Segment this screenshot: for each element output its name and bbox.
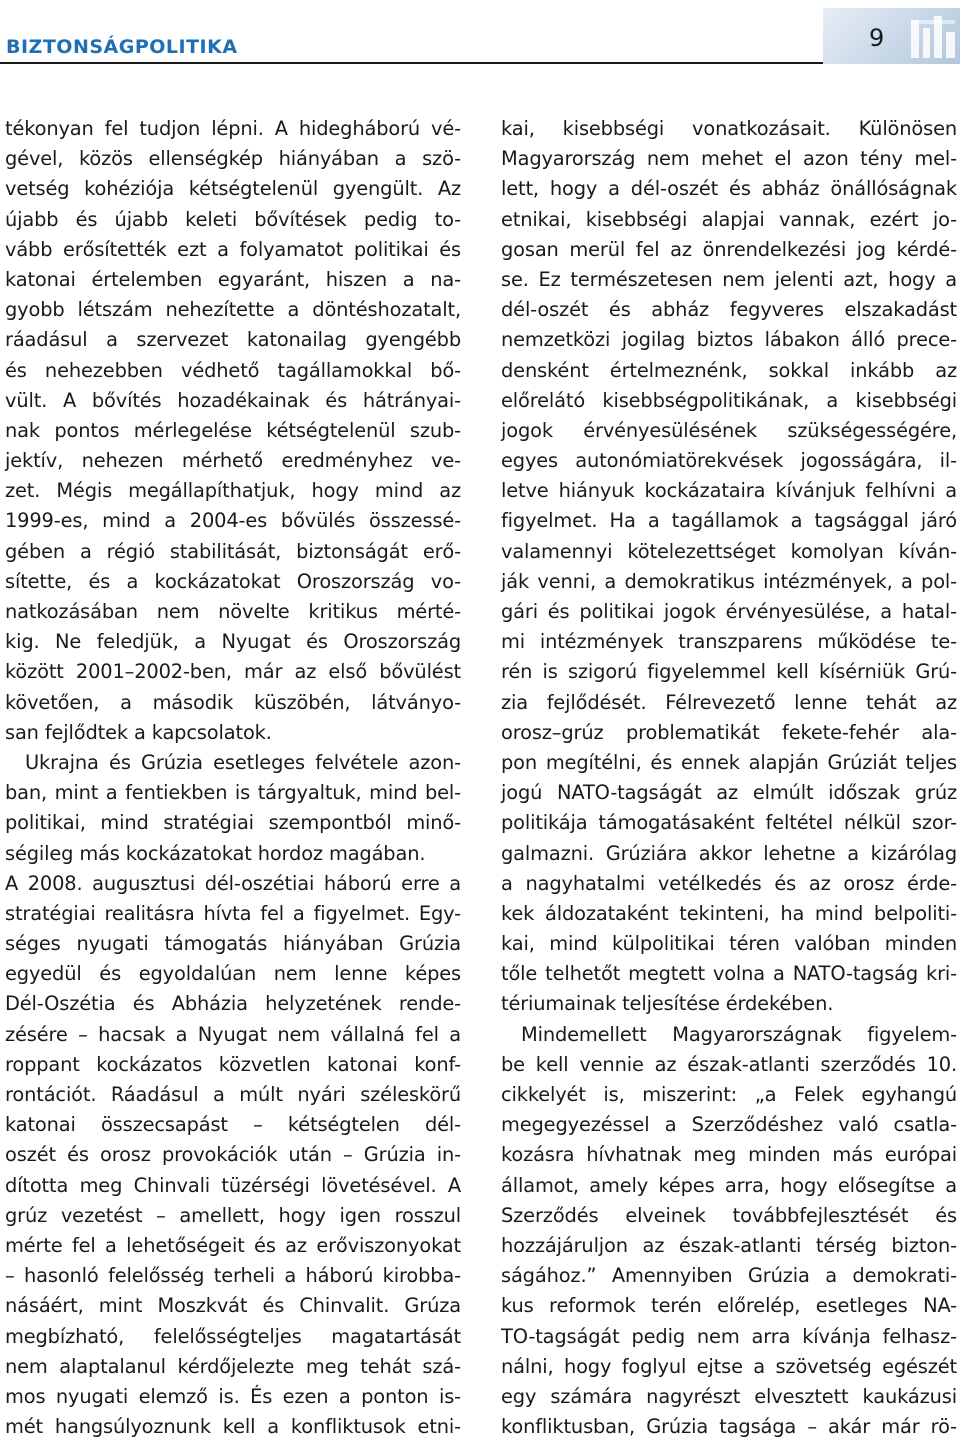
text-line: 1999-es, mind a 2004-es bővülés összessé- [5, 509, 461, 533]
text-line: figyelmet. Ha a tagállamok a tagsággal járó [501, 509, 957, 533]
text-line: jektív, nehezen mérhető eredményhez ve- [5, 449, 461, 473]
text-line: zésére – hacsak a Nyugat nem vállalná fel a [5, 1022, 461, 1046]
text-line: nem alaptalanul kérdőjelezte meg tehát szá- [5, 1354, 461, 1378]
text-line: ságához.” Amennyiben Grúzia a demokrati- [501, 1264, 957, 1288]
text-line: nálni, hogy foglyul ejtse a szövetség egészét [501, 1354, 957, 1378]
text-line: tékonyan fel tudjon lépni. A hidegháború vé- [5, 117, 461, 140]
text-line: kig. Ne feledjük, a Nyugat és Oroszország [5, 630, 461, 654]
text-line: egy számára nagyrészt elvesztett kaukázusi [501, 1384, 957, 1408]
text-line: zia fejlődését. Félrevezető lenne tehát az [501, 690, 957, 714]
text-line: orosz–grúz problematikát fekete-fehér ala- [501, 720, 957, 744]
text-line: követően, a második küszöbén, látványo- [5, 690, 461, 714]
text-line: gével, közös ellenségkép hiányában a szö- [5, 147, 461, 171]
text-line: rén is szigorú figyelemmel kell kísérniük Grú- [501, 660, 957, 684]
text-line: tériumainak teljesítése érdekében. [501, 992, 834, 1016]
text-line: oszét és orosz provokációk után – Grúzia in- [5, 1143, 461, 1167]
text-column-left [5, 114, 461, 1442]
header-rule [0, 62, 823, 64]
text-line: TO-tagságát pedig nem arra kívánja felhasz- [501, 1324, 957, 1348]
text-line: mi intézmények transzparens működése te- [501, 630, 957, 654]
text-line: kus reformok terén előrelép, esetleges NA- [501, 1294, 957, 1318]
text-line: előrelátó kisebbségpolitikának, a kisebbségi [501, 388, 957, 412]
text-line: natkozásában nem növelte kritikus mérté- [5, 600, 461, 623]
text-line: zet. Mégis megállapíthatjuk, hogy mind az [5, 479, 461, 503]
text-line: kai, kisebbségi vonatkozásait. Különösen [501, 117, 957, 140]
text-line: násáért, mint Moszkvát és Chinvalit. Grúza [5, 1294, 461, 1318]
text-line: pon megítélni, és ennek alapján Grúziát teljes [501, 750, 957, 774]
text-line: dél-oszét és abház fegyveres elszakadást [501, 298, 957, 322]
text-line: megegyezéssel a Szerződéshez való csatla- [501, 1113, 957, 1137]
text-line: grúz vezetést – amellett, hogy igen rosszul [5, 1203, 461, 1227]
text-line: mos nyugati elemző is. És ezen a ponton is- [5, 1384, 461, 1408]
text-line: ják venni, a demokratikus intézmények, a pol- [501, 569, 957, 593]
text-line: sítette, és a kockázatokat Oroszország vo- [5, 569, 461, 593]
text-line: cikkelyét is, miszerint: „a Felek egyhangú [501, 1083, 957, 1106]
text-line: densként értelmeznénk, sokkal inkább az [501, 358, 957, 382]
text-line: valamennyi kötelezettséget komolyan kíván- [501, 539, 957, 563]
section-title: BIZTONSÁGPOLITIKA [6, 36, 238, 58]
text-line: katonai összecsapást – kétségtelen dél- [5, 1113, 461, 1137]
text-line: gében a régió stabilitását, biztonságát erő- [5, 539, 461, 563]
text-line: Ukrajna és Grúzia esetleges felvétele azon- [25, 750, 461, 774]
page-number-box [823, 8, 960, 64]
text-line: konfliktusban, Grúzia tagsága – akár már rö- [501, 1415, 957, 1439]
text-line: gári és politikai jogok érvényesülése, a hatal- [501, 600, 957, 623]
text-line: vült. A bővítés hozadékainak és hátrányai- [5, 388, 461, 412]
text-line: kek áldozataként tekinteni, ha mind belpoliti- [501, 901, 957, 925]
text-line: nemzetközi jogilag biztos lábakon álló prece- [501, 328, 957, 352]
text-line: ban, mint a fentiekben is tárgyaltuk, mind bel- [5, 781, 461, 805]
text-line: stratégiai realitásra hívta fel a figyelmet. Egy- [5, 901, 461, 925]
text-line: galmazni. Grúziára akkor lehetne a kizárólag [501, 841, 957, 865]
text-line: jogok érvényesülésének szükségességére, [501, 418, 957, 442]
text-line: roppant kockázatos közvetlen katonai konf- [5, 1052, 461, 1076]
text-line: Szerződés elveinek továbbfejlesztését és [501, 1203, 957, 1227]
text-line: hozzájáruljon az észak-atlanti térség bizton- [501, 1233, 957, 1257]
text-line: dította meg Chinvali tüzérségi lövetésével. A [5, 1173, 461, 1197]
text-line: megbízható, felelősségteljes magatartását [5, 1324, 461, 1348]
text-line: etnikai, kisebbségi alapjai vannak, ezért jo- [501, 207, 957, 231]
text-line: lett, hogy a dél-oszét és abház önállóságnak [501, 177, 957, 201]
text-line: egyedül és egyoldalúan nem lenne képes [5, 962, 461, 986]
text-line: Magyarország nem mehet el azon tény mel- [501, 147, 957, 171]
text-line: Dél-Oszétia és Abházia helyzetének rende- [5, 992, 461, 1016]
text-line: gosan merül fel az önrendelkezési jog kérdé- [501, 237, 957, 261]
text-line: katonai értelemben egyaránt, hiszen a na- [5, 267, 461, 291]
text-line: vetség kohéziója kétségtelenül gyengült. Az [5, 177, 461, 201]
text-line: séges nyugati támogatás hiányában Grúzia [5, 932, 461, 956]
text-line: rontációt. Ráadásul a múlt nyári széleskörű [5, 1083, 461, 1106]
page-number: 9 [869, 24, 885, 52]
text-line: be kell vennie az észak-atlanti szerződés 10. [501, 1052, 957, 1076]
text-line: és nehezebben védhető tagállamokkal bő- [5, 358, 461, 382]
text-line: ségileg más kockázatokat hordoz magában. [5, 841, 426, 865]
text-line: tőle telhetőt megtett volna a NATO-tagság kri- [501, 962, 957, 986]
text-line: letve hiányuk kockázataira kívánjuk felhívni a [501, 479, 957, 503]
text-line: gyobb létszám nehezítette a döntéshozatalt, [5, 298, 461, 322]
text-line: között 2001–2002-ben, már az első bővülést [5, 660, 461, 684]
text-line: a nagyhatalmi vetélkedés és az orosz érde- [501, 871, 957, 895]
text-line: államot, amely képes arra, hogy elősegítse a [501, 1173, 957, 1197]
text-line: vább erősítették ezt a folyamatot politikai és [5, 237, 461, 261]
text-line: A 2008. augusztusi dél-oszétiai háború erre a [5, 871, 461, 895]
text-line: kai, mind külpolitikai téren valóban minden [501, 932, 957, 956]
page-header [0, 0, 960, 70]
text-line: politikai, mind stratégiai szempontból minő- [5, 811, 461, 835]
text-line: ráadásul a szervezet katonailag gyengébb [5, 328, 461, 352]
text-line: – hasonló felelősség terheli a háború kirobba- [5, 1264, 461, 1288]
text-line: se. Ez természetesen nem jelenti azt, hogy a [501, 267, 957, 291]
text-line: egyes autonómiatörekvések jogosságára, il- [501, 449, 957, 473]
text-line: mérte fel a lehetőségeit és az erőviszonyokat [5, 1233, 461, 1257]
text-line: politikája támogatásaként feltétel nélkül szor- [501, 811, 957, 835]
journal-logo-icon [909, 14, 959, 64]
text-column-right [501, 114, 957, 1442]
text-line: san fejlődtek a kapcsolatok. [5, 720, 272, 744]
text-line: Mindemellett Magyarországnak figyelem- [521, 1022, 957, 1046]
text-line: újabb és újabb keleti bővítések pedig to- [5, 207, 461, 231]
text-line: jogú NATO-tagságát az elmúlt időszak grúz [501, 781, 957, 805]
text-line: mét hangsúlyoznunk kell a konfliktusok etni- [5, 1415, 461, 1439]
text-line: nak pontos mérlegelése kétségtelenül szub- [5, 418, 461, 442]
text-line: kozásra hívhatnak meg minden más európai [501, 1143, 957, 1167]
